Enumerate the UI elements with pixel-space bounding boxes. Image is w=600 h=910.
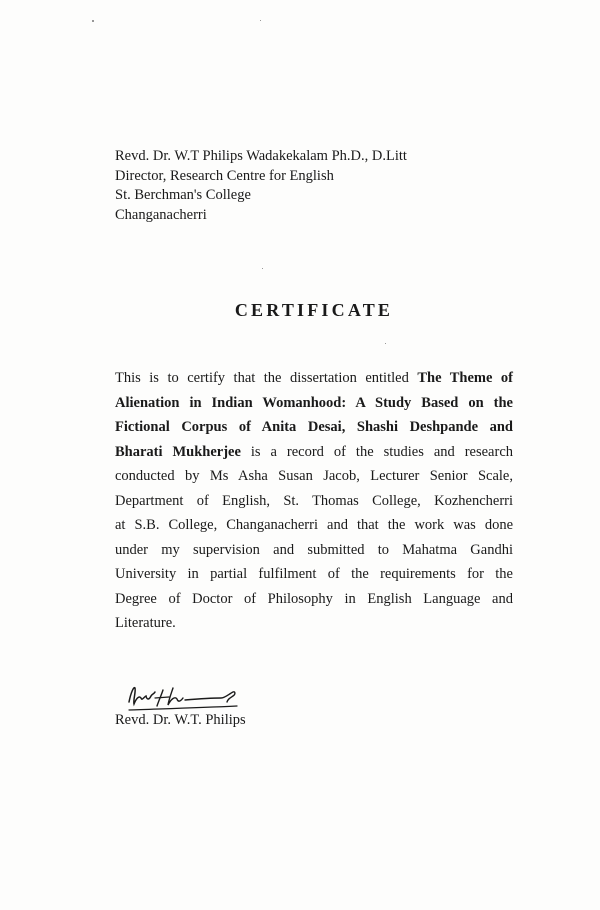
body-text-run: Department of English, St. Thomas College, Kozhencherri <box>115 492 513 509</box>
body-line <box>115 415 513 440</box>
body-text-run: at S.B. College, Changanacherri and that the work was done <box>115 517 513 533</box>
letterhead-line: Director, Research Centre for English <box>115 167 334 184</box>
body-text-run: Degree of Doctor of Philosophy in English Language and <box>115 590 513 607</box>
body-line <box>115 440 513 465</box>
body-line <box>115 489 513 514</box>
body-line <box>115 587 513 612</box>
letterhead-line: Changanacherri <box>115 206 207 223</box>
body-bold-text: Alienation in Indian Womanhood: A Study Based on the <box>115 394 513 411</box>
scan-speck <box>260 20 261 21</box>
body-text-run: under my supervision and submitted to Mahatma Gandhi <box>115 541 513 558</box>
body-bold-text: The Theme of <box>417 370 513 386</box>
body-bold-text: Bharati Mukherjee <box>115 443 241 460</box>
body-text-run: conducted by Ms Asha Susan Jacob, Lecturer Senior Scale, <box>115 468 513 484</box>
body-line <box>115 611 513 636</box>
body-bold-text: Fictional Corpus of Anita Desai, Shashi Deshpande and <box>115 419 513 435</box>
signatory-name: Revd. Dr. W.T. Philips <box>115 712 246 728</box>
scan-speck <box>262 268 263 269</box>
letterhead-line: Revd. Dr. W.T Philips Wadakekalam Ph.D., D.Litt <box>115 148 407 164</box>
body-line <box>115 513 513 538</box>
body-text-run: This is to certify that the dissertation entitled <box>115 370 418 386</box>
scan-speck <box>92 20 94 22</box>
body-line <box>115 366 513 391</box>
body-text-run: is a record of the studies and research <box>240 443 513 460</box>
body-line <box>115 464 513 489</box>
body-text-run: Literature. <box>115 615 176 631</box>
certificate-body <box>115 366 513 636</box>
body-text-run: University in partial fulfilment of the requirements for the <box>115 566 513 582</box>
handwritten-signature <box>125 682 245 714</box>
letterhead-line: St. Berchman's College <box>115 187 251 203</box>
body-line <box>115 562 513 587</box>
scan-speck <box>385 343 386 344</box>
body-line <box>115 391 513 416</box>
body-line <box>115 538 513 563</box>
letterhead-address <box>115 147 515 225</box>
certificate-heading: CERTIFICATE <box>234 300 394 320</box>
